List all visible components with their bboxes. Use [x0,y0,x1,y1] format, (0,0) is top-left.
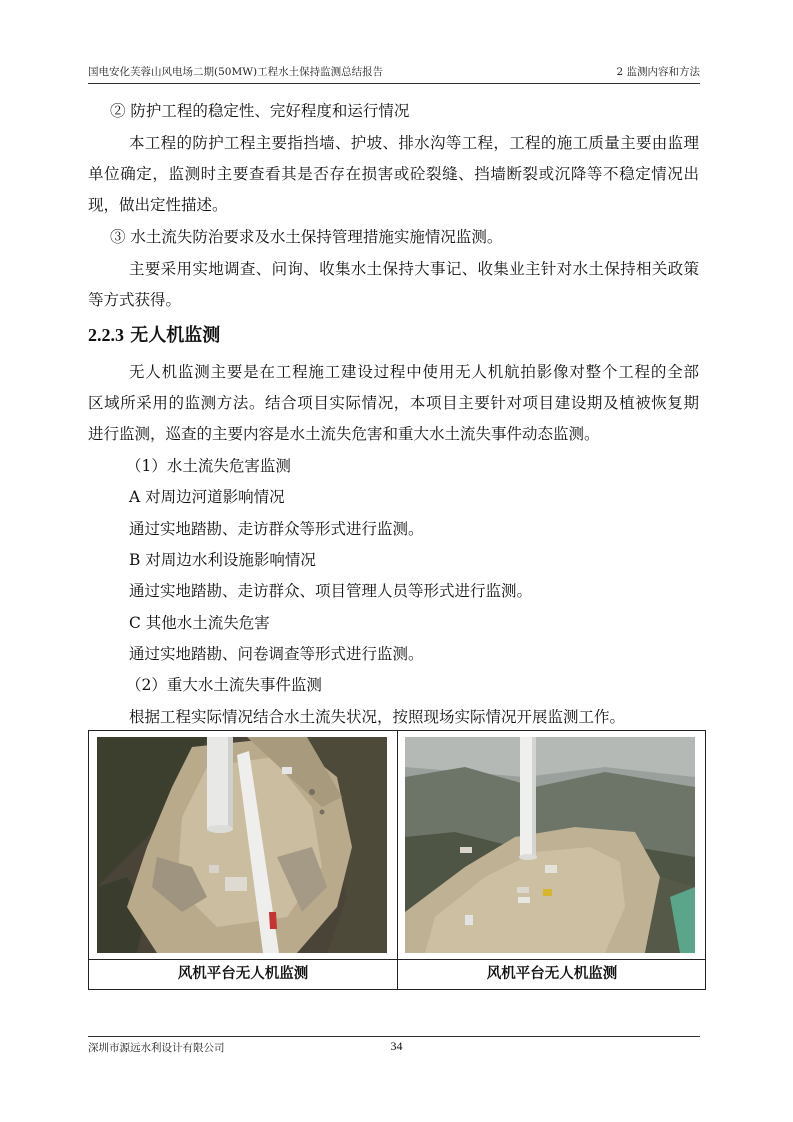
section-number: 2.2.3 [88,325,124,345]
item-a-text: 通过实地踏勘、走访群众等形式进行监测。 [129,520,424,538]
header-rule [88,83,700,84]
para1-line1: 本工程的防护工程主要指挡墙、护坡、排水沟等工程，工程的施工质量主要由监理 [129,134,699,152]
para3-line2: 区域所采用的监测方法。结合项目实际情况，本项目主要针对项目建设期及植被恢复期 [88,394,699,412]
footer-company: 深圳市源远水利设计有限公司 [88,1042,225,1054]
page-number: 34 [390,1039,403,1053]
item-3-title: ③ 水土流失防治要求及水土保持管理措施实施情况监测。 [110,228,503,246]
item-2-title: ② 防护工程的稳定性、完好程度和运行情况 [110,102,410,120]
footer-rule [88,1036,700,1037]
aerial-photo-left [97,737,387,953]
photo-caption-right: 风机平台无人机监测 [486,966,618,982]
header-report-title: 国电安化芙蓉山风电场二期(50MW)工程水土保持监测总结报告 [88,66,384,78]
photo-caption-left: 风机平台无人机监测 [177,966,309,982]
section-heading [88,323,220,348]
sub2-text: 根据工程实际情况结合水土流失状况，按照现场实际情况开展监测工作。 [129,708,626,726]
sub1-title: （1）水土流失危害监测 [126,457,291,475]
para2-line2: 等方式获得。 [88,291,182,309]
photo-table [88,730,706,990]
aerial-photo-right [405,737,695,953]
para2-line1: 主要采用实地调查、问询、收集水土保持大事记、收集业主针对水土保持相关政策 [129,260,699,278]
para1-line3: 现，做出定性描述。 [88,196,228,214]
table-divider-horizontal [89,959,705,960]
para1-line2: 单位确定，监测时主要查看其是否存在损害或砼裂缝、挡墙断裂或沉降等不稳定情况出 [88,165,699,183]
item-a-title: A 对周边河道影响情况 [129,488,285,506]
page-header [88,64,700,82]
item-b-title: B 对周边水利设施影响情况 [129,551,316,569]
section-title: 无人机监测 [130,325,221,346]
item-c-title: C 其他水土流失危害 [129,614,270,632]
para3-line1: 无人机监测主要是在工程施工建设过程中使用无人机航拍影像对整个工程的全部 [129,363,699,381]
table-divider-vertical [397,731,398,989]
para3-line3: 进行监测，巡查的主要内容是水土流失危害和重大水土流失事件动态监测。 [88,425,600,443]
header-chapter-title: 2 监测内容和方法 [616,66,700,78]
item-c-text: 通过实地踏勘、问卷调查等形式进行监测。 [129,645,424,663]
sub2-title: （2）重大水土流失事件监测 [126,676,322,694]
item-b-text: 通过实地踏勘、走访群众、项目管理人员等形式进行监测。 [129,582,533,600]
